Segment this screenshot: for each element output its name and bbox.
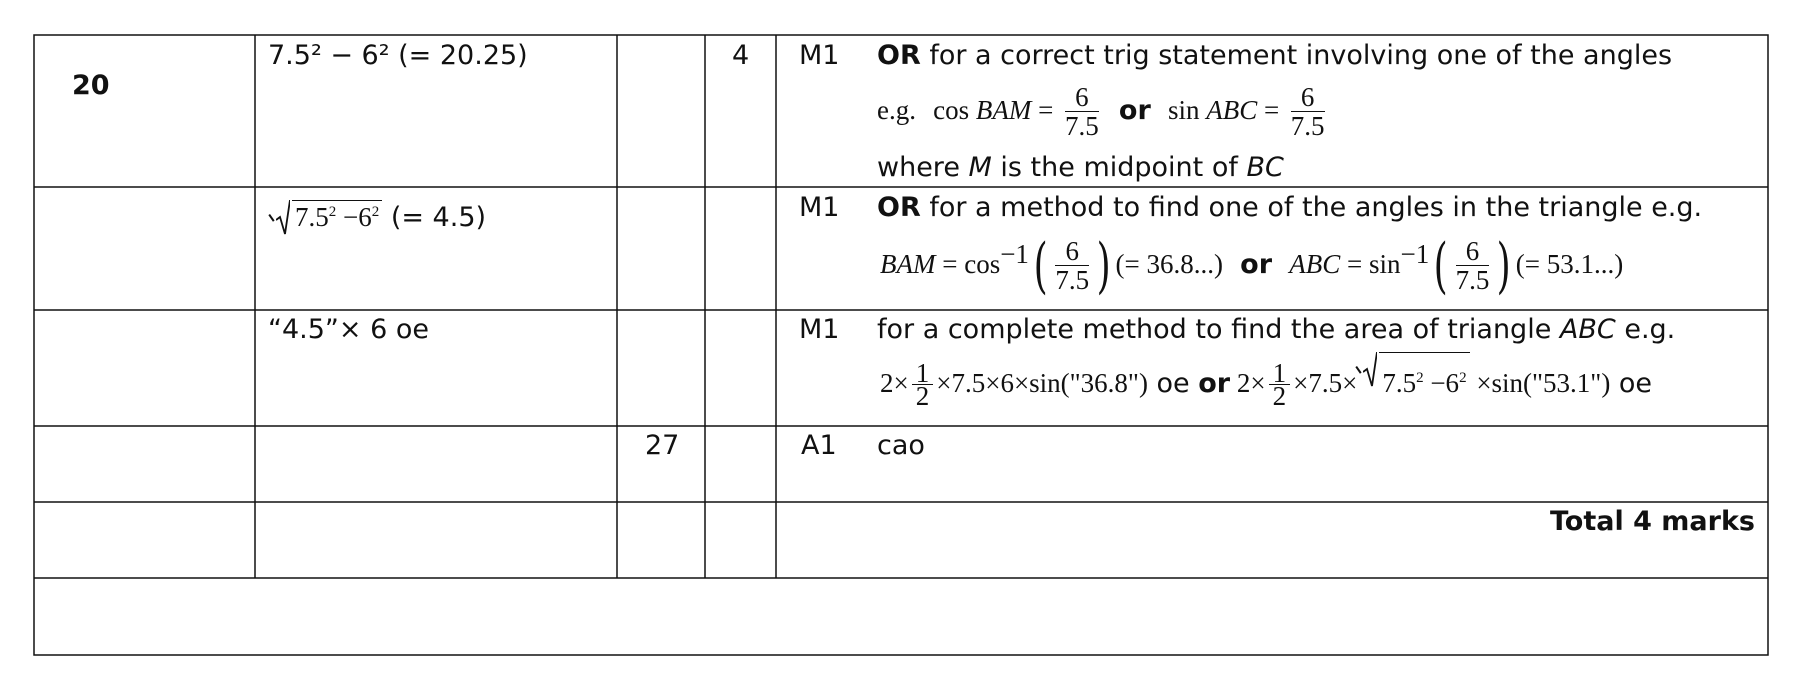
radical-sign-icon [276,200,290,236]
notes-row-3-formula: 2× $\frac{1}{2}$ ×7.5×6×sin("36.8") oe or 2× $\frac{1}{2}$ ×7.5× $7.5^2 -6^2$ ×sin("53.1") oe [880,352,1652,418]
notes-row-4: cao [877,430,925,461]
code-row-2: M1 [799,192,840,223]
radical-sign-icon [1363,352,1377,388]
notes-row-1-line-3: where M is the midpoint of BC [877,152,1284,183]
fraction-6-over-7-5: $\frac{6}{7.5}$ [1064,82,1099,141]
answer-cell: 27 [645,430,680,461]
notes-row-2-formula: BAM = $\cos^{-1}$( $\frac{6}{7.5}$ ) (= 36.8...) or ABC = $\sin^{-1}$( $\frac{6}{7.5}$ ) (= 53.1...) [880,230,1624,301]
code-row-3: M1 [799,314,840,345]
working-row-2: $7.5^2 -6^2$ (= 4.5) [270,200,486,234]
square-root: $7.5^2 -6^2$ [270,200,382,233]
code-row-1: M1 [799,40,840,71]
notes-row-2-line-1: OR for a method to find one of the angles in the triangle e.g. [877,192,1703,223]
mark-total-cell: 4 [732,40,750,71]
notes-row-1-formula: e.g. cos BAM = $\frac{6}{7.5}$ or sin ABC = $\frac{6}{7.5}$ [877,82,1325,141]
square-root-2: $7.5^2 -6^2$ [1357,352,1469,413]
code-row-4: A1 [801,430,837,461]
question-number: 20 [72,70,110,101]
notes-row-1-line-1: OR for a correct trig statement involving one of the angles [877,40,1673,71]
fraction-6-over-7-5-b: $\frac{6}{7.5}$ [1290,82,1325,141]
total-marks: Total 4 marks [1549,506,1755,537]
working-row-1: 7.5² − 6² (= 20.25) [268,40,528,71]
working-row-3: “4.5”× 6 oe [268,314,430,345]
notes-row-3-line-1: for a complete method to find the area of triangle ABC e.g. [877,314,1676,345]
